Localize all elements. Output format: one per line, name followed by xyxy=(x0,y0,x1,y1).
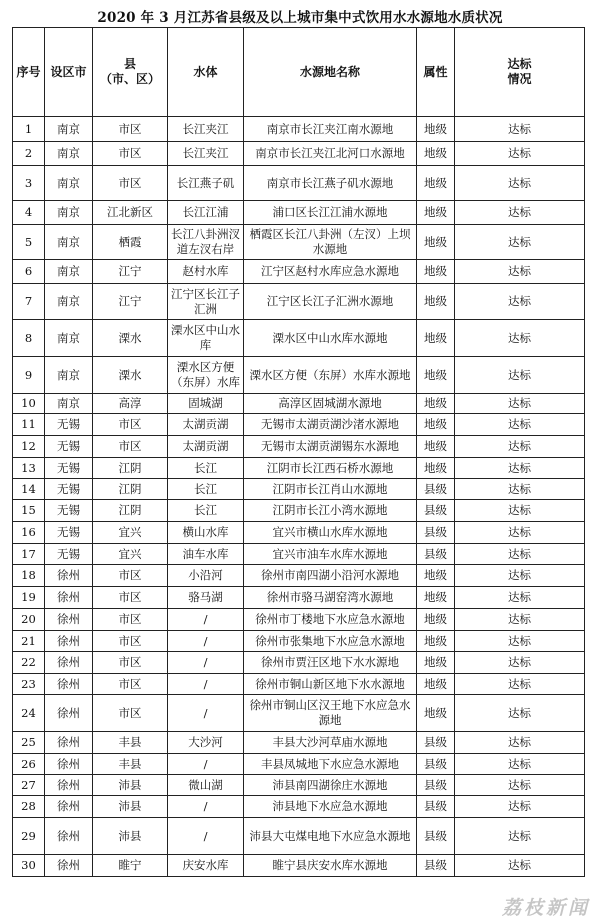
cell-index: 3 xyxy=(13,166,45,201)
cell-source-name: 睢宁县庆安水库水源地 xyxy=(244,855,417,877)
cell-county: 溧水 xyxy=(93,320,168,357)
table-row xyxy=(13,225,585,260)
table-row xyxy=(13,775,585,796)
cell-city: 南京 xyxy=(45,357,93,394)
cell-index: 8 xyxy=(13,320,45,357)
cell-city: 徐州 xyxy=(45,609,93,631)
cell-water-body: 油车水库 xyxy=(168,544,244,565)
cell-attribute: 县级 xyxy=(417,522,455,544)
cell-source-name: 徐州市骆马湖窑湾水源地 xyxy=(244,587,417,609)
cell-water-body: 庆安水库 xyxy=(168,855,244,877)
cell-attribute: 地级 xyxy=(417,695,455,732)
cell-county: 江北新区 xyxy=(93,201,168,225)
cell-status: 达标 xyxy=(455,775,585,796)
cell-city: 徐州 xyxy=(45,775,93,796)
cell-source-name: 江宁区长江子汇洲水源地 xyxy=(244,284,417,320)
cell-index: 19 xyxy=(13,587,45,609)
table-row xyxy=(13,117,585,142)
cell-city: 南京 xyxy=(45,201,93,225)
cell-city: 徐州 xyxy=(45,565,93,587)
cell-source-name: 溧水区中山水库水源地 xyxy=(244,320,417,357)
cell-source-name: 丰县凤城地下水应急水源地 xyxy=(244,754,417,775)
cell-source-name: 南京市长江夹江南水源地 xyxy=(244,117,417,142)
cell-index: 26 xyxy=(13,754,45,775)
cell-status: 达标 xyxy=(455,225,585,260)
cell-attribute: 地级 xyxy=(417,652,455,674)
table-row xyxy=(13,260,585,284)
cell-index: 29 xyxy=(13,818,45,855)
cell-county: 江阴 xyxy=(93,479,168,500)
cell-water-body: 大沙河 xyxy=(168,732,244,754)
table-header-row xyxy=(13,28,585,117)
header-water-body: 水体 xyxy=(168,28,244,117)
cell-city: 徐州 xyxy=(45,652,93,674)
cell-status: 达标 xyxy=(455,414,585,436)
cell-water-body: 太湖贡湖 xyxy=(168,436,244,458)
cell-source-name: 沛县南四湖徐庄水源地 xyxy=(244,775,417,796)
cell-county: 市区 xyxy=(93,652,168,674)
cell-water-body: / xyxy=(168,631,244,652)
cell-status: 达标 xyxy=(455,818,585,855)
cell-source-name: 高淳区固城湖水源地 xyxy=(244,394,417,414)
cell-city: 徐州 xyxy=(45,818,93,855)
cell-county: 栖霞 xyxy=(93,225,168,260)
cell-city: 徐州 xyxy=(45,631,93,652)
cell-status: 达标 xyxy=(455,142,585,166)
cell-source-name: 徐州市铜山新区地下水水源地 xyxy=(244,674,417,695)
cell-city: 南京 xyxy=(45,225,93,260)
cell-index: 4 xyxy=(13,201,45,225)
cell-attribute: 县级 xyxy=(417,796,455,818)
cell-water-body: 长江夹江 xyxy=(168,117,244,142)
cell-county: 市区 xyxy=(93,587,168,609)
table-row xyxy=(13,855,585,877)
cell-county: 溧水 xyxy=(93,357,168,394)
cell-city: 无锡 xyxy=(45,458,93,479)
cell-source-name: 沛县大屯煤电地下水应急水源地 xyxy=(244,818,417,855)
cell-source-name: 徐州市张集地下水应急水源地 xyxy=(244,631,417,652)
cell-index: 25 xyxy=(13,732,45,754)
cell-status: 达标 xyxy=(455,565,585,587)
cell-county: 睢宁 xyxy=(93,855,168,877)
cell-attribute: 地级 xyxy=(417,458,455,479)
cell-water-body: 长江燕子矶 xyxy=(168,166,244,201)
cell-city: 南京 xyxy=(45,394,93,414)
header-status xyxy=(455,28,585,117)
cell-water-body: 溧水区方便（东屏）水库 xyxy=(168,357,244,394)
cell-index: 12 xyxy=(13,436,45,458)
table-row xyxy=(13,357,585,394)
cell-city: 南京 xyxy=(45,260,93,284)
cell-water-body: 固城湖 xyxy=(168,394,244,414)
table-row xyxy=(13,479,585,500)
cell-water-body: 溧水区中山水库 xyxy=(168,320,244,357)
cell-attribute: 县级 xyxy=(417,855,455,877)
cell-water-body: / xyxy=(168,754,244,775)
table-row xyxy=(13,609,585,631)
cell-county: 江宁 xyxy=(93,260,168,284)
cell-index: 6 xyxy=(13,260,45,284)
cell-status: 达标 xyxy=(455,166,585,201)
cell-county: 江阴 xyxy=(93,458,168,479)
cell-city: 徐州 xyxy=(45,796,93,818)
cell-source-name: 江阴市长江西石桥水源地 xyxy=(244,458,417,479)
cell-county: 江阴 xyxy=(93,500,168,522)
cell-status: 达标 xyxy=(455,522,585,544)
cell-status: 达标 xyxy=(455,652,585,674)
cell-attribute: 地级 xyxy=(417,201,455,225)
cell-index: 17 xyxy=(13,544,45,565)
cell-status: 达标 xyxy=(455,201,585,225)
cell-attribute: 地级 xyxy=(417,565,455,587)
cell-city: 无锡 xyxy=(45,544,93,565)
table-row xyxy=(13,414,585,436)
cell-county: 沛县 xyxy=(93,775,168,796)
cell-attribute: 地级 xyxy=(417,320,455,357)
cell-index: 13 xyxy=(13,458,45,479)
cell-attribute: 地级 xyxy=(417,631,455,652)
cell-county: 市区 xyxy=(93,414,168,436)
cell-index: 2 xyxy=(13,142,45,166)
cell-attribute: 地级 xyxy=(417,436,455,458)
cell-attribute: 地级 xyxy=(417,609,455,631)
watermark: 荔枝新闻 xyxy=(501,897,590,919)
table-row xyxy=(13,587,585,609)
cell-source-name: 宜兴市横山水库水源地 xyxy=(244,522,417,544)
cell-status: 达标 xyxy=(455,587,585,609)
cell-index: 27 xyxy=(13,775,45,796)
table-row xyxy=(13,320,585,357)
table-row xyxy=(13,674,585,695)
cell-county: 高淳 xyxy=(93,394,168,414)
table-row xyxy=(13,436,585,458)
cell-attribute: 地级 xyxy=(417,357,455,394)
cell-attribute: 县级 xyxy=(417,544,455,565)
cell-water-body: 骆马湖 xyxy=(168,587,244,609)
cell-status: 达标 xyxy=(455,855,585,877)
table-row xyxy=(13,818,585,855)
cell-water-body: / xyxy=(168,652,244,674)
cell-county: 江宁 xyxy=(93,284,168,320)
cell-attribute: 地级 xyxy=(417,674,455,695)
cell-index: 14 xyxy=(13,479,45,500)
cell-source-name: 宜兴市油车水库水源地 xyxy=(244,544,417,565)
cell-attribute: 地级 xyxy=(417,225,455,260)
cell-city: 徐州 xyxy=(45,695,93,732)
cell-attribute: 县级 xyxy=(417,818,455,855)
cell-source-name: 徐州市丁楼地下水应急水源地 xyxy=(244,609,417,631)
table-row xyxy=(13,142,585,166)
table-row xyxy=(13,631,585,652)
cell-index: 21 xyxy=(13,631,45,652)
table-row xyxy=(13,754,585,775)
cell-attribute: 县级 xyxy=(417,479,455,500)
cell-county: 宜兴 xyxy=(93,522,168,544)
cell-county: 市区 xyxy=(93,166,168,201)
cell-status: 达标 xyxy=(455,500,585,522)
table-row xyxy=(13,652,585,674)
cell-water-body: / xyxy=(168,609,244,631)
cell-index: 23 xyxy=(13,674,45,695)
cell-status: 达标 xyxy=(455,357,585,394)
cell-source-name: 徐州市南四湖小沿河水源地 xyxy=(244,565,417,587)
table-row xyxy=(13,544,585,565)
cell-city: 无锡 xyxy=(45,436,93,458)
cell-water-body: 长江 xyxy=(168,458,244,479)
cell-status: 达标 xyxy=(455,732,585,754)
header-county xyxy=(93,28,168,117)
table-row xyxy=(13,732,585,754)
cell-county: 沛县 xyxy=(93,796,168,818)
header-source-name: 水源地名称 xyxy=(244,28,417,117)
cell-water-body: 横山水库 xyxy=(168,522,244,544)
cell-county: 沛县 xyxy=(93,818,168,855)
cell-status: 达标 xyxy=(455,117,585,142)
table-row xyxy=(13,796,585,818)
cell-city: 南京 xyxy=(45,142,93,166)
cell-source-name: 栖霞区长江八卦洲（左汊）上坝水源地 xyxy=(244,225,417,260)
cell-water-body: 长江 xyxy=(168,500,244,522)
cell-status: 达标 xyxy=(455,260,585,284)
cell-index: 22 xyxy=(13,652,45,674)
cell-source-name: 无锡市太湖贡湖沙渚水源地 xyxy=(244,414,417,436)
cell-attribute: 地级 xyxy=(417,394,455,414)
table-row xyxy=(13,166,585,201)
cell-city: 南京 xyxy=(45,166,93,201)
cell-county: 市区 xyxy=(93,142,168,166)
cell-water-body: 长江 xyxy=(168,479,244,500)
cell-water-body: 长江江浦 xyxy=(168,201,244,225)
cell-attribute: 地级 xyxy=(417,166,455,201)
cell-attribute: 地级 xyxy=(417,142,455,166)
table-row xyxy=(13,201,585,225)
cell-county: 市区 xyxy=(93,609,168,631)
header-county-line2: （市、区） xyxy=(99,72,160,86)
cell-city: 无锡 xyxy=(45,479,93,500)
table-body xyxy=(13,117,585,877)
cell-source-name: 溧水区方便（东屏）水库水源地 xyxy=(244,357,417,394)
cell-source-name: 江阴市长江小湾水源地 xyxy=(244,500,417,522)
header-index: 序号 xyxy=(13,28,45,117)
page-title: 2020 年 3 月江苏省县级及以上城市集中式饮用水水源地水质状况 xyxy=(97,10,503,26)
cell-water-body: / xyxy=(168,796,244,818)
cell-county: 市区 xyxy=(93,436,168,458)
cell-water-body: 江宁区长江子汇洲 xyxy=(168,284,244,320)
cell-attribute: 地级 xyxy=(417,284,455,320)
cell-index: 20 xyxy=(13,609,45,631)
cell-source-name: 无锡市太湖贡湖锡东水源地 xyxy=(244,436,417,458)
cell-county: 丰县 xyxy=(93,732,168,754)
cell-index: 1 xyxy=(13,117,45,142)
cell-attribute: 地级 xyxy=(417,260,455,284)
cell-county: 丰县 xyxy=(93,754,168,775)
cell-source-name: 南京市长江夹江北河口水源地 xyxy=(244,142,417,166)
cell-attribute: 县级 xyxy=(417,732,455,754)
cell-index: 18 xyxy=(13,565,45,587)
cell-source-name: 徐州市贾汪区地下水水源地 xyxy=(244,652,417,674)
cell-water-body: / xyxy=(168,674,244,695)
cell-status: 达标 xyxy=(455,796,585,818)
cell-city: 无锡 xyxy=(45,522,93,544)
cell-water-body: 长江夹江 xyxy=(168,142,244,166)
table-row xyxy=(13,522,585,544)
cell-source-name: 沛县地下水应急水源地 xyxy=(244,796,417,818)
cell-index: 24 xyxy=(13,695,45,732)
header-attribute: 属性 xyxy=(417,28,455,117)
header-county-line1: 县 xyxy=(123,57,136,71)
cell-county: 市区 xyxy=(93,674,168,695)
cell-water-body: / xyxy=(168,695,244,732)
cell-city: 南京 xyxy=(45,284,93,320)
cell-city: 徐州 xyxy=(45,587,93,609)
header-city: 设区市 xyxy=(45,28,93,117)
cell-water-body: / xyxy=(168,818,244,855)
cell-water-body: 微山湖 xyxy=(168,775,244,796)
cell-source-name: 江阴市长江肖山水源地 xyxy=(244,479,417,500)
cell-status: 达标 xyxy=(455,609,585,631)
cell-county: 市区 xyxy=(93,565,168,587)
table-row xyxy=(13,284,585,320)
cell-city: 南京 xyxy=(45,320,93,357)
cell-attribute: 县级 xyxy=(417,500,455,522)
cell-city: 徐州 xyxy=(45,855,93,877)
cell-index: 7 xyxy=(13,284,45,320)
cell-city: 南京 xyxy=(45,117,93,142)
table-row xyxy=(13,394,585,414)
cell-source-name: 徐州市铜山区汉王地下水应急水源地 xyxy=(244,695,417,732)
table-row xyxy=(13,458,585,479)
cell-attribute: 地级 xyxy=(417,587,455,609)
cell-city: 无锡 xyxy=(45,500,93,522)
cell-status: 达标 xyxy=(455,544,585,565)
cell-status: 达标 xyxy=(455,284,585,320)
cell-water-body: 长江八卦洲汊道左汊右岸 xyxy=(168,225,244,260)
table-row xyxy=(13,500,585,522)
cell-attribute: 县级 xyxy=(417,754,455,775)
cell-attribute: 地级 xyxy=(417,117,455,142)
cell-status: 达标 xyxy=(455,458,585,479)
cell-status: 达标 xyxy=(455,674,585,695)
cell-source-name: 丰县大沙河草庙水源地 xyxy=(244,732,417,754)
cell-index: 16 xyxy=(13,522,45,544)
cell-index: 5 xyxy=(13,225,45,260)
cell-county: 市区 xyxy=(93,117,168,142)
cell-source-name: 浦口区长江江浦水源地 xyxy=(244,201,417,225)
cell-status: 达标 xyxy=(455,436,585,458)
header-status-line1: 达标 xyxy=(507,57,532,71)
cell-index: 30 xyxy=(13,855,45,877)
cell-index: 15 xyxy=(13,500,45,522)
cell-attribute: 县级 xyxy=(417,775,455,796)
cell-index: 9 xyxy=(13,357,45,394)
water-quality-table xyxy=(12,27,585,877)
cell-index: 28 xyxy=(13,796,45,818)
cell-city: 徐州 xyxy=(45,674,93,695)
cell-county: 市区 xyxy=(93,631,168,652)
table-row xyxy=(13,695,585,732)
cell-city: 徐州 xyxy=(45,732,93,754)
cell-status: 达标 xyxy=(455,754,585,775)
cell-status: 达标 xyxy=(455,695,585,732)
cell-status: 达标 xyxy=(455,320,585,357)
cell-index: 11 xyxy=(13,414,45,436)
cell-county: 市区 xyxy=(93,695,168,732)
cell-status: 达标 xyxy=(455,479,585,500)
cell-water-body: 太湖贡湖 xyxy=(168,414,244,436)
cell-water-body: 小沿河 xyxy=(168,565,244,587)
header-status-line2: 情况 xyxy=(507,72,532,86)
table-row xyxy=(13,565,585,587)
cell-water-body: 赵村水库 xyxy=(168,260,244,284)
cell-source-name: 南京市长江燕子矶水源地 xyxy=(244,166,417,201)
cell-city: 无锡 xyxy=(45,414,93,436)
cell-source-name: 江宁区赵村水库应急水源地 xyxy=(244,260,417,284)
cell-status: 达标 xyxy=(455,394,585,414)
cell-city: 徐州 xyxy=(45,754,93,775)
cell-index: 10 xyxy=(13,394,45,414)
cell-status: 达标 xyxy=(455,631,585,652)
cell-county: 宜兴 xyxy=(93,544,168,565)
cell-attribute: 地级 xyxy=(417,414,455,436)
